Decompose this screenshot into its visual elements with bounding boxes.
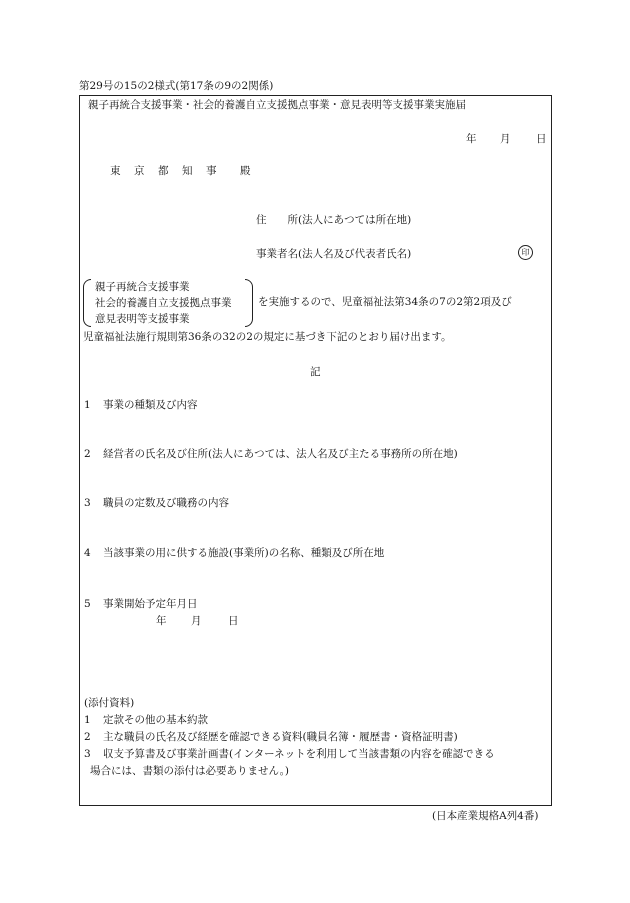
- item-1-text: 事業の種類及び内容: [103, 399, 198, 411]
- item-3-number: 3: [84, 497, 91, 509]
- form-number: 第29号の15の2様式(第17条の9の2関係): [79, 80, 274, 92]
- attachment-3-continuation: 場合には、書類の添付は必要ありません。): [90, 765, 289, 777]
- item-4-number: 4: [84, 547, 91, 559]
- item-5-text: 事業開始予定年月日: [103, 598, 198, 610]
- bracket-project-1: 親子再統合支援事業: [95, 281, 190, 293]
- item-3-text: 職員の定数及び職務の内容: [103, 497, 229, 509]
- project-bracket: [83, 279, 253, 327]
- start-date-year: 年: [156, 615, 167, 627]
- address-label: 住 所(法人にあつては所在地): [256, 214, 412, 226]
- date-month-label: 月: [500, 133, 511, 145]
- addressee-char-2: 京: [134, 165, 145, 177]
- attachment-1-text: 定款その他の基本約款: [103, 714, 208, 726]
- start-date-month: 月: [191, 615, 202, 627]
- attachment-1-number: 1: [84, 714, 91, 726]
- item-5-number: 5: [84, 598, 91, 610]
- seal-mark: 印: [518, 245, 533, 260]
- addressee-char-4: 知: [182, 165, 193, 177]
- ki-heading: 記: [310, 366, 321, 378]
- item-2-text: 経営者の氏名及び住所(法人にあつては、法人名及び主たる事務所の所在地): [103, 448, 458, 460]
- start-date-day: 日: [228, 615, 239, 627]
- addressee-char-3: 都: [158, 165, 169, 177]
- addressee-char-5: 事: [206, 165, 217, 177]
- attachments-heading: (添付資料): [84, 697, 135, 709]
- item-2-number: 2: [84, 448, 91, 460]
- body-line-1: を実施するので、児童福祉法第34条の7の2第2項及び: [258, 296, 512, 308]
- bracket-project-3: 意見表明等支援事業: [95, 313, 190, 325]
- attachment-3-text: 収支予算書及び事業計画書(インターネットを利用して当該書類の内容を確認できる: [103, 748, 495, 760]
- date-year-label: 年: [466, 133, 477, 145]
- body-line-2: 児童福祉法施行規則第36条の32の2の規定に基づき下記のとおり届け出ます。: [83, 331, 452, 343]
- addressee-char-1: 東: [110, 165, 121, 177]
- item-4-text: 当該事業の用に供する施設(事業所)の名称、種類及び所在地: [103, 547, 385, 559]
- addressee-honorific: 殿: [240, 165, 251, 177]
- attachment-2-number: 2: [84, 731, 91, 743]
- attachment-3-number: 3: [84, 748, 91, 760]
- bracket-project-2: 社会的養護自立支援拠点事業: [95, 297, 232, 309]
- attachment-2-text: 主な職員の氏名及び経歴を確認できる資料(職員名簿・履歴書・資格証明書): [103, 731, 458, 743]
- applicant-name-label: 事業者名(法人名及び代表者氏名): [256, 248, 412, 260]
- date-day-label: 日: [536, 133, 547, 145]
- paper-size-note: (日本産業規格A列4番): [432, 810, 539, 822]
- bracket-right: [245, 279, 253, 327]
- bracket-left: [83, 279, 91, 327]
- form-title: 親子再統合支援事業・社会的養護自立支援拠点事業・意見表明等支援事業実施届: [88, 99, 466, 111]
- item-1-number: 1: [84, 399, 91, 411]
